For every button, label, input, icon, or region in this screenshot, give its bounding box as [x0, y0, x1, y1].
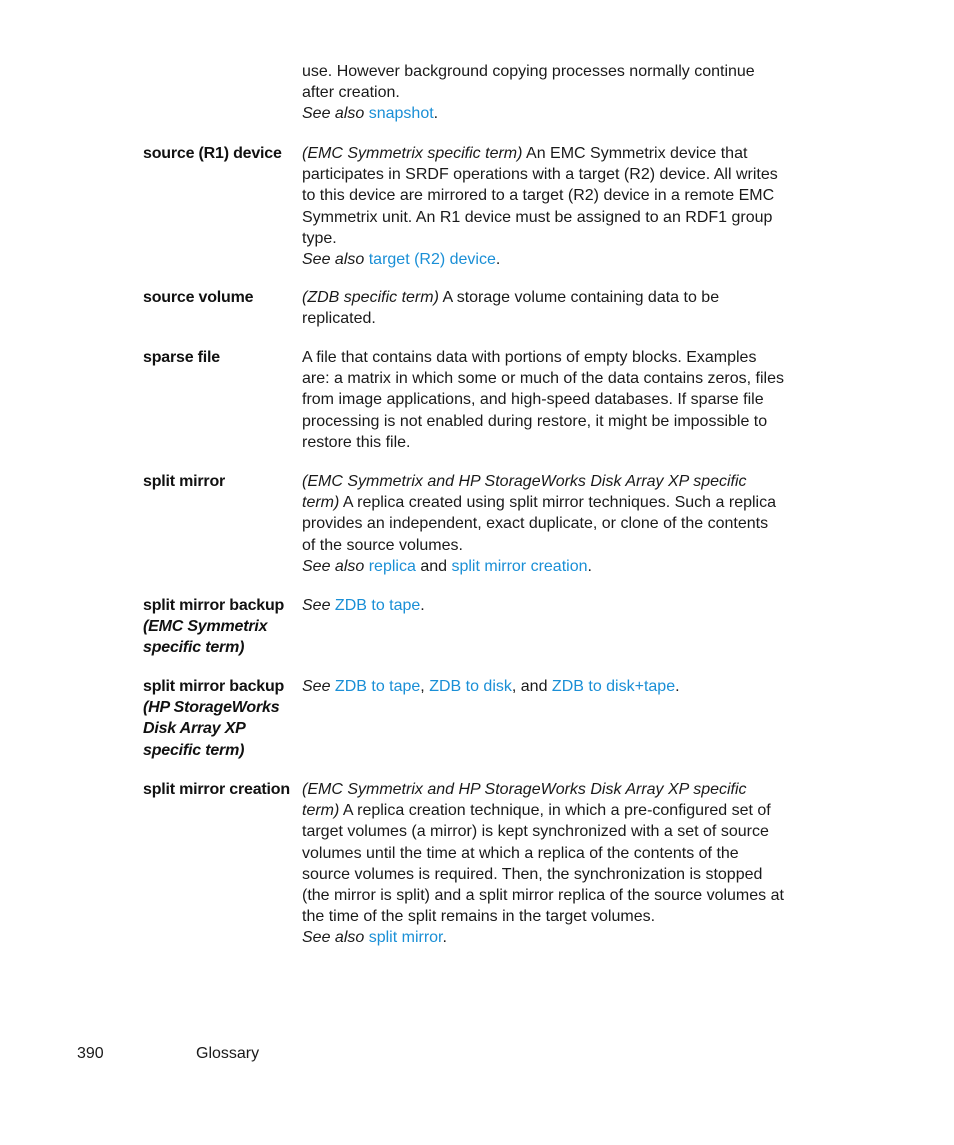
definition-text: An EMC Symmetrix device that participates in SRDF operations with a target (R2) device. All writes to this device are mirrored to a target (R2) device in a remote EMC Symmetrix unit. An R1 device must be assigned to an RDF1 group type.: [302, 145, 778, 247]
see-also-label: See also: [302, 105, 365, 123]
definition-text: A storage volume containing data to be replicated.: [302, 289, 720, 328]
definition: See ZDB to tape, ZDB to disk, and ZDB to disk+tape.: [302, 678, 680, 695]
link-target-r2-device[interactable]: target (R2) device: [368, 251, 496, 269]
term: [143, 676, 293, 761]
definition-text: A file that contains data with portions of empty blocks. Examples are: a matrix in which some or much of the data contains zeros, files from image applications, and high-speed databases. If sparse file processing is not enabled during restore, it might be impossible to restore this file.: [302, 349, 784, 451]
term: source (R1) device: [143, 145, 282, 162]
definition: [302, 287, 784, 329]
joiner: and: [420, 557, 448, 575]
term: [143, 595, 293, 659]
link-zdb-to-disk[interactable]: ZDB to disk: [429, 678, 512, 695]
link-split-mirror-creation[interactable]: split mirror creation: [451, 557, 588, 575]
term-name: split mirror backup: [143, 597, 285, 614]
see-also-label: See also: [302, 929, 365, 947]
term-qualifier: (EMC Symmetrix specific term): [143, 618, 268, 657]
term-name: split mirror backup: [143, 678, 285, 695]
qualifier: (EMC Symmetrix and HP StorageWorks Disk Array XP specific term): [302, 781, 747, 820]
link-zdb-to-tape[interactable]: ZDB to tape: [334, 678, 421, 695]
definition: (EMC Symmetrix and HP StorageWorks Disk Array XP specific term) A replica created using split mirror techniques. Such a replica provides an independent, exact duplicate, or clone of the contents of the source volumes. See also replica and split mirror creation.: [302, 473, 776, 575]
see-label: See: [302, 678, 331, 695]
term: source volume: [143, 289, 254, 306]
definition: See ZDB to tape.: [302, 597, 425, 614]
definition-text: A replica created using split mirror techniques. Such a replica provides an independent, exact duplicate, or clone of the contents of the source volumes.: [302, 494, 776, 554]
term: split mirror creation: [143, 781, 290, 798]
link-split-mirror[interactable]: split mirror: [368, 929, 443, 947]
link-snapshot[interactable]: snapshot: [368, 105, 434, 123]
qualifier: (ZDB specific term): [302, 289, 439, 306]
term: sparse file: [143, 349, 220, 366]
qualifier: (EMC Symmetrix specific term): [302, 145, 523, 162]
see-also-label: See also: [302, 557, 365, 575]
page-number: 390: [77, 1045, 104, 1062]
see-also-label: See also: [302, 251, 365, 269]
link-zdb-to-tape[interactable]: ZDB to tape: [334, 597, 421, 614]
link-zdb-to-disk-tape[interactable]: ZDB to disk+tape: [551, 678, 676, 695]
link-replica[interactable]: replica: [368, 557, 416, 575]
joiner: and: [520, 678, 548, 695]
see-label: See: [302, 597, 331, 614]
definition: [302, 347, 784, 453]
definition-text: A replica creation technique, in which a pre-configured set of target volumes (a mirror) is kept synchronized with a set of source volumes until the time at which a replica of the contents of the source volumes is required. Then, the synchronization is stopped (the mirror is split) and a split mirror replica of the source volumes at the time of the split remains in the target volumes.: [302, 802, 784, 926]
definition: (EMC Symmetrix specific term) An EMC Symmetrix device that participates in SRDF operations with a target (R2) device. All writes to this device are mirrored to a target (R2) device in a remote EMC Symmetrix unit. An R1 device must be assigned to an RDF1 group type. See also target (R2) device.: [302, 145, 778, 269]
definition: (EMC Symmetrix and HP StorageWorks Disk Array XP specific term) A replica creation technique, in which a pre-configured set of target volumes (a mirror) is kept synchronized with a set of source volumes until the time at which a replica of the contents of the source volumes is required. Then, the synchronization is stopped (the mirror is split) and a split mirror replica of the source volumes at the time of the split remains in the target volumes. See also split mirror.: [302, 781, 784, 947]
definition-text: use. However background copying processes normally continue after creation.: [302, 63, 755, 102]
qualifier: (EMC Symmetrix and HP StorageWorks Disk Array XP specific term): [302, 473, 747, 512]
term-qualifier: (HP StorageWorks Disk Array XP specific term): [143, 699, 280, 759]
definition: use. However background copying processes normally continue after creation. See also snapshot.: [302, 63, 755, 123]
term: split mirror: [143, 473, 226, 490]
footer-section-label: Glossary: [196, 1045, 260, 1062]
